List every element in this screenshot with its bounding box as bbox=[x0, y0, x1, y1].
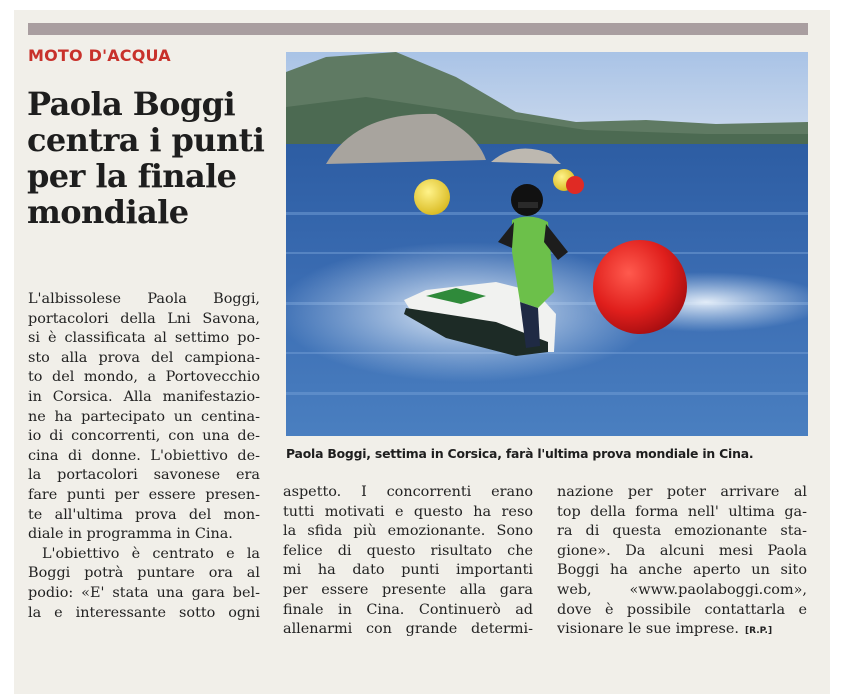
article-column-2 bbox=[283, 483, 533, 640]
text-line: finale in Cina. Continuerò ad bbox=[283, 601, 533, 618]
text-line: tutti motivati e questo ha reso bbox=[283, 503, 533, 520]
text-line: top della forma nell' ultima ga- bbox=[557, 503, 807, 520]
article-column-3 bbox=[557, 483, 807, 640]
text-line: to del mondo, a Portovecchio bbox=[28, 369, 260, 386]
text-line: dove è possibile contattarla e bbox=[557, 601, 807, 618]
text-line: la e interessante sotto ogni bbox=[28, 604, 260, 621]
headline-line: mondiale bbox=[27, 193, 189, 231]
text-line: mi ha dato punti importanti bbox=[283, 562, 533, 579]
text-line: la portacolori savonese era bbox=[28, 467, 260, 484]
text-line: nazione per poter arrivare al bbox=[557, 484, 807, 500]
text-line: sto alla prova del campiona- bbox=[28, 349, 260, 366]
text-line: fare punti per essere presen- bbox=[28, 486, 260, 503]
text-line: L'albissolese Paola Boggi, bbox=[28, 291, 260, 307]
text-line: cina di donne. L'obiettivo de- bbox=[28, 447, 260, 464]
text-line: L'obiettivo è centrato e la bbox=[42, 545, 260, 562]
jetski-photo bbox=[286, 52, 808, 436]
text-line: gione». Da alcuni mesi Paola bbox=[557, 542, 807, 559]
text-line: portacolori della Lni Savona, bbox=[28, 310, 260, 327]
text-line: Boggi potrà puntare ora al bbox=[28, 565, 260, 582]
text-line: aspetto. I concorrenti erano bbox=[283, 484, 533, 500]
text-line: io di concorrenti, con una de- bbox=[28, 428, 260, 445]
text-line: ra di questa emozionante sta- bbox=[557, 523, 807, 540]
text-line: ne ha partecipato un centina- bbox=[28, 408, 260, 425]
text-line: felice di questo risultato che bbox=[283, 542, 533, 559]
text-line: in Corsica. Alla manifestazio- bbox=[28, 388, 260, 405]
text-line: si è classificata al settimo po- bbox=[28, 330, 260, 347]
text-line: web, «www.paolaboggi.com», bbox=[557, 581, 807, 598]
section-kicker: MOTO D'ACQUA bbox=[28, 46, 171, 65]
text-line bbox=[557, 620, 807, 640]
text-line: te all'ultima prova del mon- bbox=[28, 506, 260, 523]
headline-line: Paola Boggi bbox=[27, 85, 236, 123]
headline-line: per la finale bbox=[27, 157, 237, 195]
author-signature: [R.P.] bbox=[744, 626, 773, 637]
photo-caption: Paola Boggi, settima in Corsica, farà l'ultima prova mondiale in Cina. bbox=[286, 446, 754, 461]
section-rule bbox=[28, 23, 808, 35]
text-line: podio: «E' stata una gara bel- bbox=[28, 584, 260, 601]
headline-line: centra i punti bbox=[27, 121, 265, 159]
text-line: la sfida più emozionante. Sono bbox=[283, 523, 533, 540]
text-line-content: visionare le sue imprese. bbox=[557, 621, 739, 638]
text-line: diale in programma in Cina. bbox=[28, 526, 233, 543]
text-line: allenarmi con grande determi- bbox=[283, 621, 533, 638]
headline bbox=[27, 86, 277, 230]
text-line: Boggi ha anche aperto un sito bbox=[557, 562, 807, 579]
text-line: per essere presente alla gara bbox=[283, 581, 533, 598]
article-column-1 bbox=[28, 290, 260, 623]
